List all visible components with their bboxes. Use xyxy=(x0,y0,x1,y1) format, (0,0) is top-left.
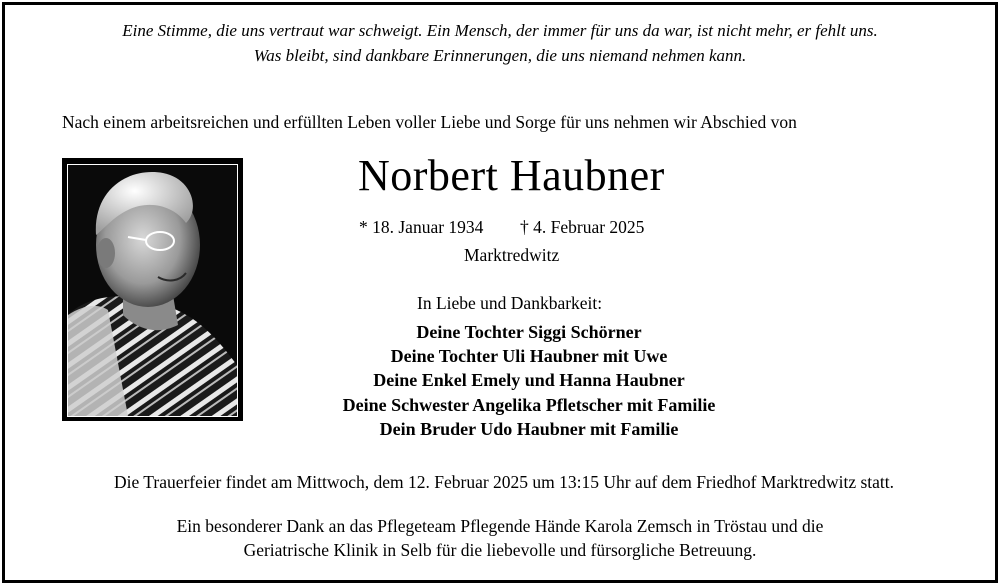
mourner-4: Deine Schwester Angelika Pfletscher mit Familie xyxy=(342,395,716,415)
residence: Marktredwitz xyxy=(464,245,560,265)
mourner-5: Dein Bruder Udo Haubner mit Familie xyxy=(379,419,679,439)
death-date: † 4. Februar 2025 xyxy=(520,217,645,237)
mourner-3: Deine Enkel Emely und Hanna Haubner xyxy=(373,370,685,390)
thanks-line-1: Ein besonderer Dank an das Pflegeteam Pflegende Hände Karola Zemsch in Tröstau und die xyxy=(176,516,824,536)
funeral-info: Die Trauerfeier findet am Mittwoch, dem 12. Februar 2025 um 13:15 Uhr auf dem Friedhof Marktredwitz statt. xyxy=(113,472,895,492)
quote-line-1: Eine Stimme, die uns vertraut war schweigt. Ein Mensch, der immer für uns da war, ist nicht mehr, er fehlt uns. xyxy=(122,21,878,40)
thanks-line-2: Geriatrische Klinik in Selb für die liebevolle und fürsorgliche Betreuung. xyxy=(243,540,757,560)
mourners-heading: In Liebe und Dankbarkeit: xyxy=(417,293,603,313)
intro-text: Nach einem arbeitsreichen und erfüllten Leben voller Liebe und Sorge für uns nehmen wir Abschied von xyxy=(62,112,797,132)
quote-line-2: Was bleibt, sind dankbare Erinnerungen, die uns niemand nehmen kann. xyxy=(253,46,747,65)
birth-date: * 18. Januar 1934 xyxy=(359,217,484,237)
mourner-1: Deine Tochter Siggi Schörner xyxy=(416,322,642,342)
mourner-2: Deine Tochter Uli Haubner mit Uwe xyxy=(390,346,668,366)
deceased-name: Norbert Haubner xyxy=(358,151,665,200)
